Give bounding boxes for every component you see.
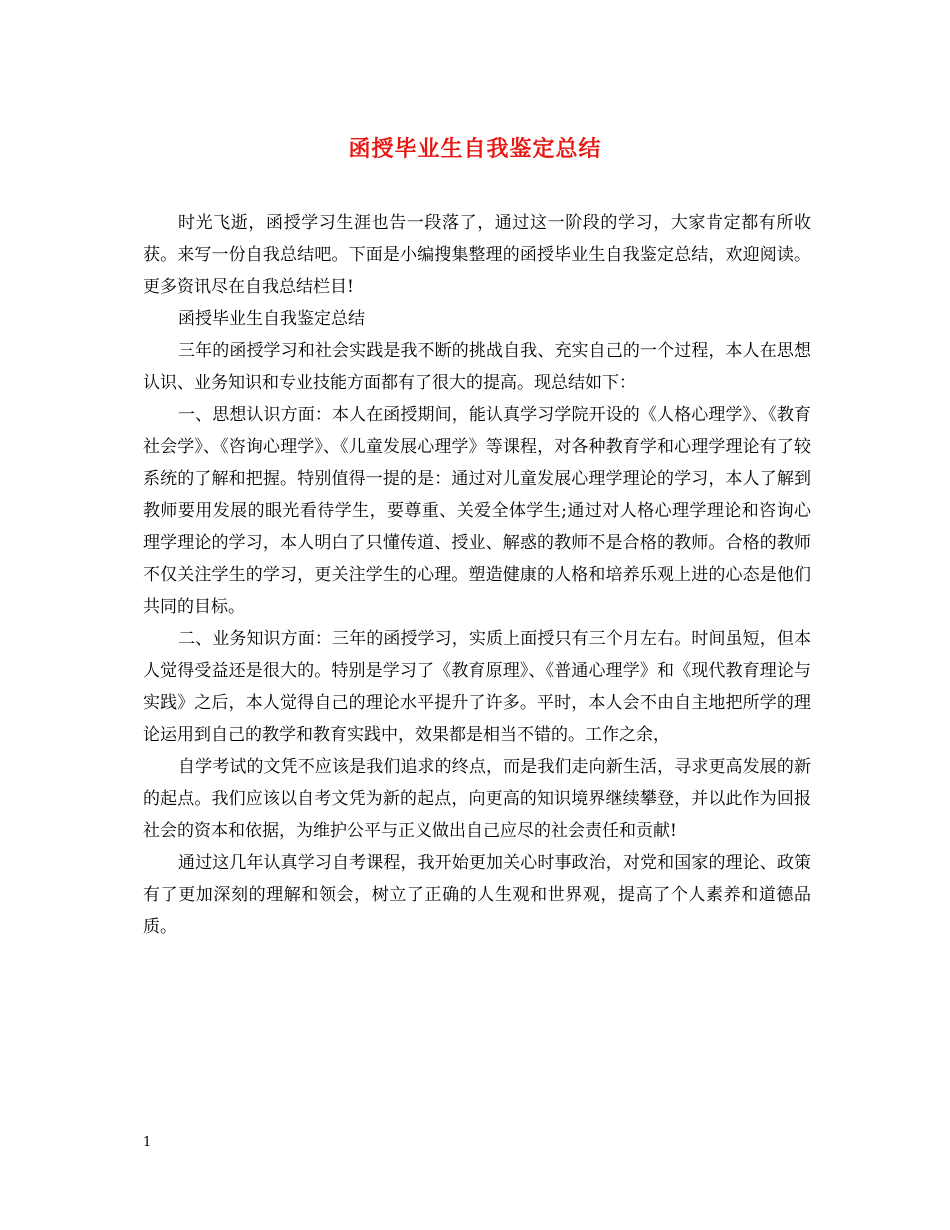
document-body [143, 207, 811, 943]
self-study-paragraph: 自学考试的文凭不应该是我们追求的终点，而是我们走向新生活，寻求更高发展的新的起点。我们应该以自考文凭为新的起点，向更高的知识境界继续攀登，并以此作为回报社会的资本和依据，为维护公平与正义做出自己应尽的社会责任和贡献! [143, 757, 811, 841]
conclusion-paragraph: 通过这几年认真学习自考课程，我开始更加关心时事政治，对党和国家的理论、政策有了更加深刻的理解和领会，树立了正确的人生观和世界观，提高了个人素养和道德品质。 [143, 853, 811, 937]
section-heading: 函授毕业生自我鉴定总结 [178, 309, 365, 329]
document-title: 函授毕业生自我鉴定总结 [348, 136, 602, 162]
thinking-paragraph: 一、思想认识方面：本人在函授期间，能认真学习学院开设的《人格心理学》、《教育社会学》、《咨询心理学》、《儿童发展心理学》等课程，对各种教育学和心理学理论有了较系统的了解和把握。特别值得一提的是：通过对儿童发展心理学理论的学习，本人了解到教师要用发展的眼光看待学生，要尊重、关爱全体学生;通过对人格心理学理论和咨询心理学理论的学习，本人明白了只懂传道、授业、解惑的教师不是合格的教师。合格的教师不仅关注学生的学习，更关注学生的心理。塑造健康的人格和培养乐观上进的心态是他们共同的目标。 [143, 405, 811, 617]
summary-paragraph: 三年的函授学习和社会实践是我不断的挑战自我、充实自己的一个过程，本人在思想认识、业务知识和专业技能方面都有了很大的提高。现总结如下： [143, 341, 811, 393]
business-knowledge-paragraph: 二、业务知识方面：三年的函授学习，实质上面授只有三个月左右。时间虽短，但本人觉得受益还是很大的。特别是学习了《教育原理》、《普通心理学》和《现代教育理论与实践》之后，本人觉得自己的理论水平提升了许多。平时，本人会不由自主地把所学的理论运用到自己的教学和教育实践中，效果都是相当不错的。工作之余， [143, 629, 811, 745]
page-number: 1 [143, 1135, 152, 1150]
intro-paragraph: 时光飞逝，函授学习生涯也告一段落了，通过这一阶段的学习，大家肯定都有所收获。来写一份自我总结吧。下面是小编搜集整理的函授毕业生自我鉴定总结，欢迎阅读。更多资讯尽在自我总结栏目! [143, 213, 811, 297]
